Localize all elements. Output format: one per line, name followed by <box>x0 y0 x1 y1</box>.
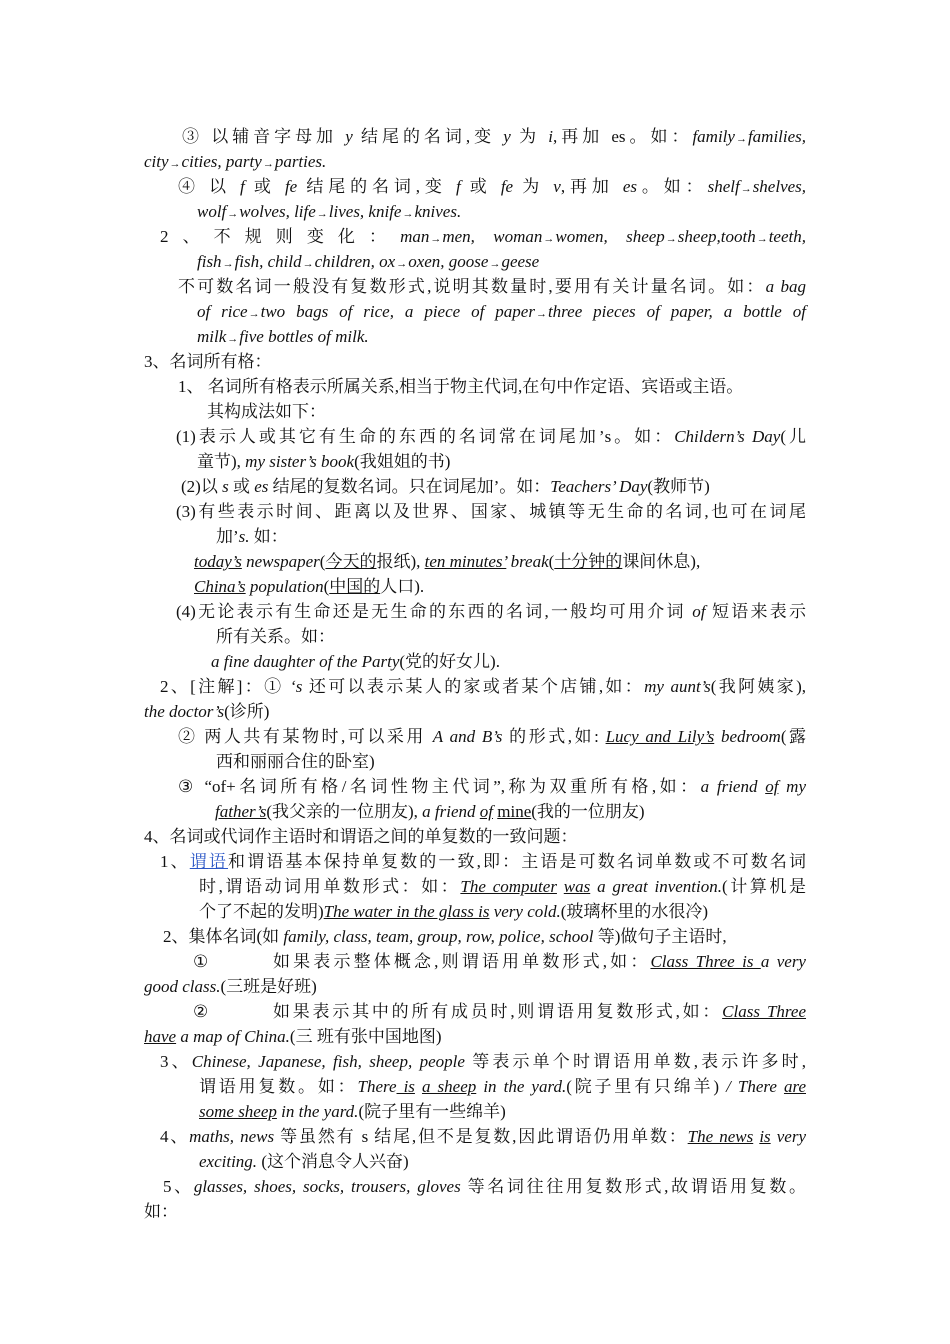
text-line: ③ “of+名词所有格/名词性物主代词”,称为双重所有格,如：a friend of my <box>178 777 806 796</box>
text-line: 西和丽丽合住的卧室) <box>216 752 375 771</box>
text-line: the doctor’s(诊所) <box>144 702 270 721</box>
arrow-icon: → <box>227 208 239 220</box>
text-line: 其构成法如下： <box>207 402 326 421</box>
text-line: (3)有些表示时间、距离以及世界、国家、城镇等无生命的名词,也可在词尾 <box>176 502 806 521</box>
arrow-icon: → <box>740 183 752 195</box>
text-line: fish→fish, child→children, ox→oxen, goose→geese <box>197 252 540 271</box>
text-line: exciting. (这个消息令人兴奋) <box>199 1152 409 1171</box>
text-line: ④ 以 f 或 fe 结尾的名词,变 f 或 fe 为 v,再加 es。如：shelf→shelves, <box>178 177 807 196</box>
text-line: 2、[注解]：① ‘s 还可以表示某人的家或者某个店铺,如：my aunt’s(我阿姨家), <box>160 677 806 696</box>
text-line: 童节), my sister’s book(我姐姐的书) <box>197 452 451 471</box>
text-line: good class.(三班是好班) <box>144 977 317 996</box>
text-line: China’s population(中国的人口). <box>194 577 425 596</box>
list-marker: ② <box>193 1002 209 1021</box>
list-marker: ① <box>193 952 209 971</box>
arrow-icon: → <box>543 233 555 245</box>
text-line: 时,谓语动词用单数形式：如：The computer was a great invention.(计算机是 <box>199 877 807 896</box>
text-line: 3、Chinese, Japanese, fish, sheep, people 等表示单个时谓语用单数,表示许多时, <box>160 1052 807 1071</box>
text-line: some sheep in the yard.(院子里有一些绵羊) <box>199 1102 506 1121</box>
text-line: (4)无论表示有生命还是无生命的东西的名词,一般均可用介词 of 短语来表示 <box>176 602 807 621</box>
arrow-icon: → <box>430 233 442 245</box>
arrow-icon: → <box>402 208 414 220</box>
text-line: 2、集体名词(如 family, class, team, group, row, police, school 等)做句子主语时, <box>163 927 727 946</box>
text-line: 2、不规则变化：man→men, woman→women, sheep→sheep,tooth→teeth, <box>160 227 806 246</box>
text-line: wolf→wolves, life→lives, knife→knives. <box>197 202 462 221</box>
text-line: father’s(我父亲的一位朋友), a friend of mine(我的一位朋友) <box>215 802 645 821</box>
arrow-icon: → <box>535 308 547 320</box>
arrow-icon: → <box>396 258 408 270</box>
text-line: 不可数名词一般没有复数形式,说明其数量时,要用有关计量名词。如：a bag <box>178 277 807 296</box>
text-line: 4、maths, news 等虽然有 s 结尾,但不是复数,因此谓语仍用单数：The news is very <box>160 1127 806 1146</box>
text-line: ③ 以辅音字母加 y 结尾的名词,变 y 为 i,再加 es。如：family→families, <box>182 127 807 146</box>
text-line: have a map of China.(三 班有张中国地图) <box>144 1027 442 1046</box>
arrow-icon: → <box>169 158 181 170</box>
text-line: 5、glasses, shoes, socks, trousers, gloves 等名词往往用复数形式,故谓语用复数。 <box>163 1177 806 1196</box>
text-line: milk→five bottles of milk. <box>197 327 369 346</box>
arrow-icon: → <box>302 258 314 270</box>
text-line: 1、 名词所有格表示所属关系,相当于物主代词,在句中作定语、宾语或主语。 <box>178 377 744 396</box>
text-line: a fine daughter of the Party(党的好女儿). <box>211 652 500 671</box>
arrow-icon: → <box>227 333 239 345</box>
arrow-icon: → <box>316 208 328 220</box>
glossary-link[interactable]: 谓语 <box>189 852 228 871</box>
text-line: 如果表示整体概念,则谓语用单数形式,如：Class Three is a very <box>273 952 806 971</box>
arrow-icon: → <box>756 233 768 245</box>
text-line: today’s newspaper(今天的报纸), ten minutes’ break(十分钟的课间休息), <box>194 552 701 571</box>
arrow-icon: → <box>489 258 501 270</box>
section-heading: 4、名词或代词作主语时和谓语之间的单复数的一致问题： <box>144 827 578 846</box>
text-line: 如： <box>144 1202 178 1221</box>
text-line: 谓语用复数。如：There is a sheep in the yard.(院子里有只绵羊) / There are <box>199 1077 806 1096</box>
text-line: (2)以 s 或 es 结尾的复数名词。只在词尾加’。如：Teachers’ Day(教师节) <box>181 477 710 496</box>
section-heading: 3、名词所有格： <box>144 352 272 371</box>
text-line: of rice→two bags of rice, a piece of paper→three pieces of paper, a bottle of <box>197 302 807 321</box>
text-line: 个了不起的发明)The water in the glass is very cold.(玻璃杯里的水很冷) <box>199 902 709 921</box>
arrow-icon: → <box>665 233 677 245</box>
arrow-icon: → <box>248 308 260 320</box>
arrow-icon: → <box>735 133 747 145</box>
arrow-icon: → <box>262 158 274 170</box>
text-line: city→cities, party→parties. <box>144 152 327 171</box>
text-line: 所有关系。如： <box>216 627 335 646</box>
text-line: (1)表示人或其它有生命的东西的名词常在词尾加’s。如：Childern’s Day(儿 <box>176 427 806 446</box>
text-line: ② 两人共有某物时,可以采用 A and B’s 的形式,如: Lucy and Lily’s bedroom(露 <box>178 727 807 746</box>
arrow-icon: → <box>222 258 234 270</box>
text-line: 如果表示其中的所有成员时,则谓语用复数形式,如：Class Three <box>273 1002 807 1021</box>
text-line: 加’s. 如： <box>216 527 288 546</box>
text-line: 1、谓语和谓语基本保持单复数的一致,即：主语是可数名词单数或不可数名词 <box>160 852 806 871</box>
